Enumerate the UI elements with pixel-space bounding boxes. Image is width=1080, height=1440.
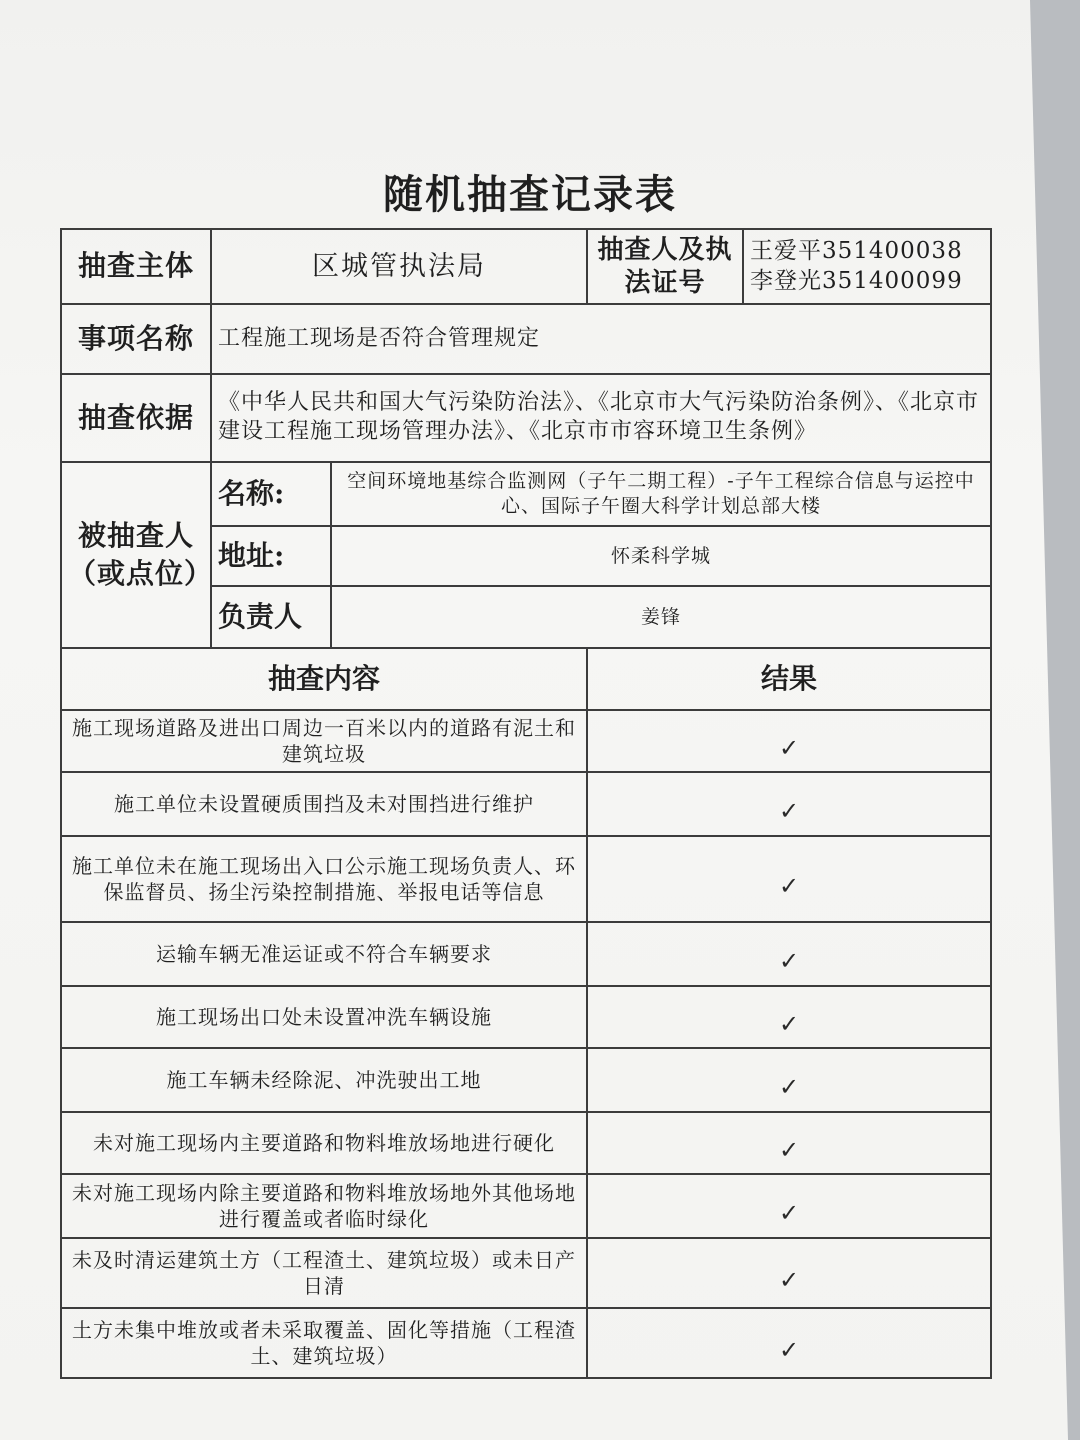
checklist-result xyxy=(587,710,991,772)
checklist-row xyxy=(61,922,991,986)
checklist-result xyxy=(587,1238,991,1308)
inspector-2: 李登光351400099 xyxy=(750,267,963,294)
checklist-item: 施工现场道路及进出口周边一百米以内的道路有泥土和建筑垃圾 xyxy=(61,710,587,772)
result-header: 结果 xyxy=(587,648,991,710)
target-address-label: 地址: xyxy=(211,526,331,586)
check-mark-icon: ✓ xyxy=(778,872,800,901)
item-label: 事项名称 xyxy=(61,304,211,374)
checklist-item: 施工车辆未经除泥、冲洗驶出工地 xyxy=(61,1048,587,1112)
target-address-value: 怀柔科学城 xyxy=(331,526,991,586)
content-header: 抽查内容 xyxy=(61,648,587,710)
checklist-result xyxy=(587,836,991,922)
item-row xyxy=(61,304,991,374)
check-mark-icon: ✓ xyxy=(778,947,800,976)
check-mark-icon: ✓ xyxy=(778,1073,800,1102)
basis-value: 《中华人民共和国大气污染防治法》、《北京市大气污染防治条例》、《北京市建设工程施工现场管理办法》、《北京市市容环境卫生条例》 xyxy=(211,374,991,462)
checklist-item: 施工现场出口处未设置冲洗车辆设施 xyxy=(61,986,587,1048)
checklist-row xyxy=(61,710,991,772)
check-mark-icon: ✓ xyxy=(778,1136,800,1165)
checklist-row xyxy=(61,1308,991,1378)
checklist-row xyxy=(61,772,991,836)
inspector-1: 王爱平351400038 xyxy=(750,237,963,264)
check-mark-icon: ✓ xyxy=(778,734,800,763)
check-mark-icon: ✓ xyxy=(778,1266,800,1295)
checklist-row xyxy=(61,1174,991,1238)
checklist-result xyxy=(587,922,991,986)
checklist-result xyxy=(587,1112,991,1174)
checklist-row xyxy=(61,1112,991,1174)
check-mark-icon: ✓ xyxy=(778,797,800,826)
page-title: 随机抽查记录表 xyxy=(383,171,677,218)
checklist-item: 施工单位未设置硬质围挡及未对围挡进行维护 xyxy=(61,772,587,836)
checklist-row xyxy=(61,986,991,1048)
checklist-row xyxy=(61,1238,991,1308)
checklist-item: 运输车辆无准运证或不符合车辆要求 xyxy=(61,922,587,986)
inspection-form-table xyxy=(60,228,992,1379)
basis-row xyxy=(61,374,991,462)
checklist-header-row xyxy=(61,648,991,710)
check-mark-icon: ✓ xyxy=(778,1199,800,1228)
target-name-value: 空间环境地基综合监测网（子午二期工程）-子午工程综合信息与运控中心、国际子午圈大科学计划总部大楼 xyxy=(331,462,991,526)
checklist-result xyxy=(587,1174,991,1238)
checklist-result xyxy=(587,986,991,1048)
checklist-item: 未对施工现场内除主要道路和物料堆放场地外其他场地进行覆盖或者临时绿化 xyxy=(61,1174,587,1238)
checklist-item: 未及时清运建筑土方（工程渣土、建筑垃圾）或未日产日清 xyxy=(61,1238,587,1308)
target-name-row xyxy=(61,462,991,526)
checklist-item: 施工单位未在施工现场出入口公示施工现场负责人、环保监督员、扬尘污染控制措施、举报电话等信息 xyxy=(61,836,587,922)
inspector-list xyxy=(743,229,991,304)
subject-value: 区城管执法局 xyxy=(211,229,587,304)
target-person-label: 负责人 xyxy=(211,586,331,648)
target-name-label: 名称: xyxy=(211,462,331,526)
checklist-row xyxy=(61,1048,991,1112)
check-mark-icon: ✓ xyxy=(778,1010,800,1039)
checklist-item: 未对施工现场内主要道路和物料堆放场地进行硬化 xyxy=(61,1112,587,1174)
subject-row xyxy=(61,229,991,304)
check-mark-icon: ✓ xyxy=(778,1336,800,1365)
checklist-result xyxy=(587,772,991,836)
target-label: 被抽查人（或点位） xyxy=(61,462,211,648)
checklist-result xyxy=(587,1308,991,1378)
checklist-result xyxy=(587,1048,991,1112)
checklist-row xyxy=(61,836,991,922)
basis-label: 抽查依据 xyxy=(61,374,211,462)
subject-label: 抽查主体 xyxy=(61,229,211,304)
item-value: 工程施工现场是否符合管理规定 xyxy=(211,304,991,374)
target-person-value: 姜锋 xyxy=(331,586,991,648)
inspector-label: 抽查人及执法证号 xyxy=(587,229,743,304)
checklist-item: 土方未集中堆放或者未采取覆盖、固化等措施（工程渣土、建筑垃圾） xyxy=(61,1308,587,1378)
